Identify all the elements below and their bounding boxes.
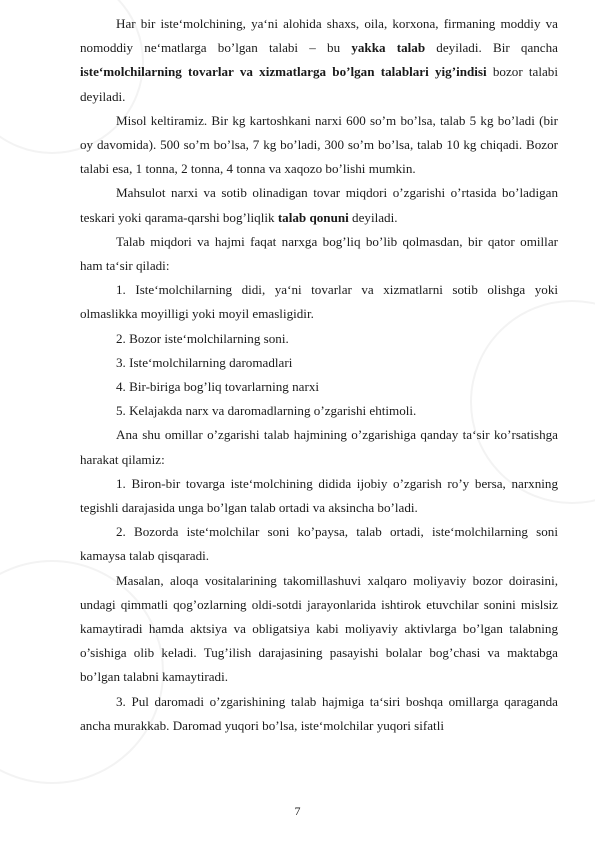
page-number: 7 [294, 804, 301, 818]
paragraph [80, 690, 558, 738]
text-run: 5. Kelajakda narx va daromadlarning o’zgarishi ehtimoli. [116, 403, 417, 419]
text-run: deyiladi. [348, 209, 398, 225]
bold-term: talab qonuni [277, 209, 349, 225]
text-run: Talab miqdori va hajmi faqat narxga bog’liq bo’lib qolmasdan, bir qator omillar ham ta‘sir qiladi: [80, 233, 558, 274]
paragraph [80, 520, 558, 568]
paragraph [80, 230, 558, 278]
document-page [80, 12, 558, 738]
paragraph [80, 399, 558, 423]
paragraph [80, 327, 558, 351]
bold-term: yakka talab [351, 40, 426, 56]
text-run: 1. Biron-bir tovarga iste‘molchining didida ijobiy o’zgarish ro’y bersa, narxning tegishli darajasida unga bo’lgan talab ortadi va aksincha bo’ladi. [80, 475, 558, 516]
paragraph [80, 423, 558, 471]
text-run: 1. Iste‘molchilarning didi, ya‘ni tovarlar va xizmatlarni sotib olishga yoki olmaslikka moyilligi yoki moyil emasligidir. [80, 282, 558, 322]
text-run: Masalan, aloqa vositalarining takomillashuvi xalqaro moliyaviy bozor doirasini, undagi qimmatli qog’ozlarning oldi-sotdi jarayonlarida ishtirok etuvchilar sonini mislsiz kamaytiradi hamda aktsiya va obligatsiya kabi moliyaviy aktivlarga bo’lgan talabning o’sishiga olib keladi. Tug’ilish darajasining pasayishi bolalar bog’chasi va maktabga bo’lgan talabni kamaytiradi. [80, 572, 558, 685]
text-run: Mahsulot narxi va sotib olinadigan tovar miqdori o’zgarishi o’rtasida bo’ladigan teskari yoki qarama-qarshi bog’liqlik [80, 185, 558, 225]
paragraph [80, 278, 558, 326]
text-run: bozor talabi deyiladi. [80, 64, 558, 104]
text-run: deyiladi. Bir qancha [425, 40, 558, 56]
text-run: 3. Iste‘molchilarning daromadlari [116, 354, 293, 370]
paragraph [80, 351, 558, 375]
text-run: 4. Bir-biriga bog’liq tovarlarning narxi [116, 379, 320, 395]
paragraph [80, 12, 558, 109]
text-run: Har bir iste‘molchining, ya‘ni alohida shaxs, oila, korxona, firmaning moddiy va nomoddiy ne‘matlarga bo’lgan talabi – bu [80, 16, 558, 56]
paragraph [80, 109, 558, 182]
text-run: 3. Pul daromadi o’zgarishining talab hajmiga ta‘siri boshqa omillarga qaraganda ancha murakkab. Daromad yuqori bo’lsa, iste‘molchilar yuqori sifatli [80, 693, 558, 733]
paragraph [80, 569, 558, 690]
bold-term: iste‘molchilarning tovarlar va xizmatlarga bo’lgan talablari yig’indisi [80, 64, 487, 80]
text-run: Misol keltiramiz. Bir kg kartoshkani narxi 600 so’m bo’lsa, talab 5 kg bo’ladi (bir oy davomida). 500 so’m bo’lsa, 7 kg bo’ladi, 300 so’m bo’lsa, talab 10 kg chiqadi. Bozor talabi esa, 1 tonna, 2 tonna, 4 tonna va xaqozo bo’lishi mumkin. [80, 112, 558, 177]
paragraph [80, 375, 558, 399]
paragraph [80, 472, 558, 520]
text-run: Ana shu omillar o’zgarishi talab hajmining o’zgarishiga qanday ta‘sir ko’rsatishga harakat qilamiz: [80, 427, 558, 467]
paragraph [80, 181, 558, 229]
text-run: 2. Bozor iste‘molchilarning soni. [116, 330, 289, 346]
text-run: 2. Bozorda iste‘molchilar soni ko’paysa, talab ortadi, iste‘molchilarning soni kamaysa talab qisqaradi. [80, 524, 558, 564]
